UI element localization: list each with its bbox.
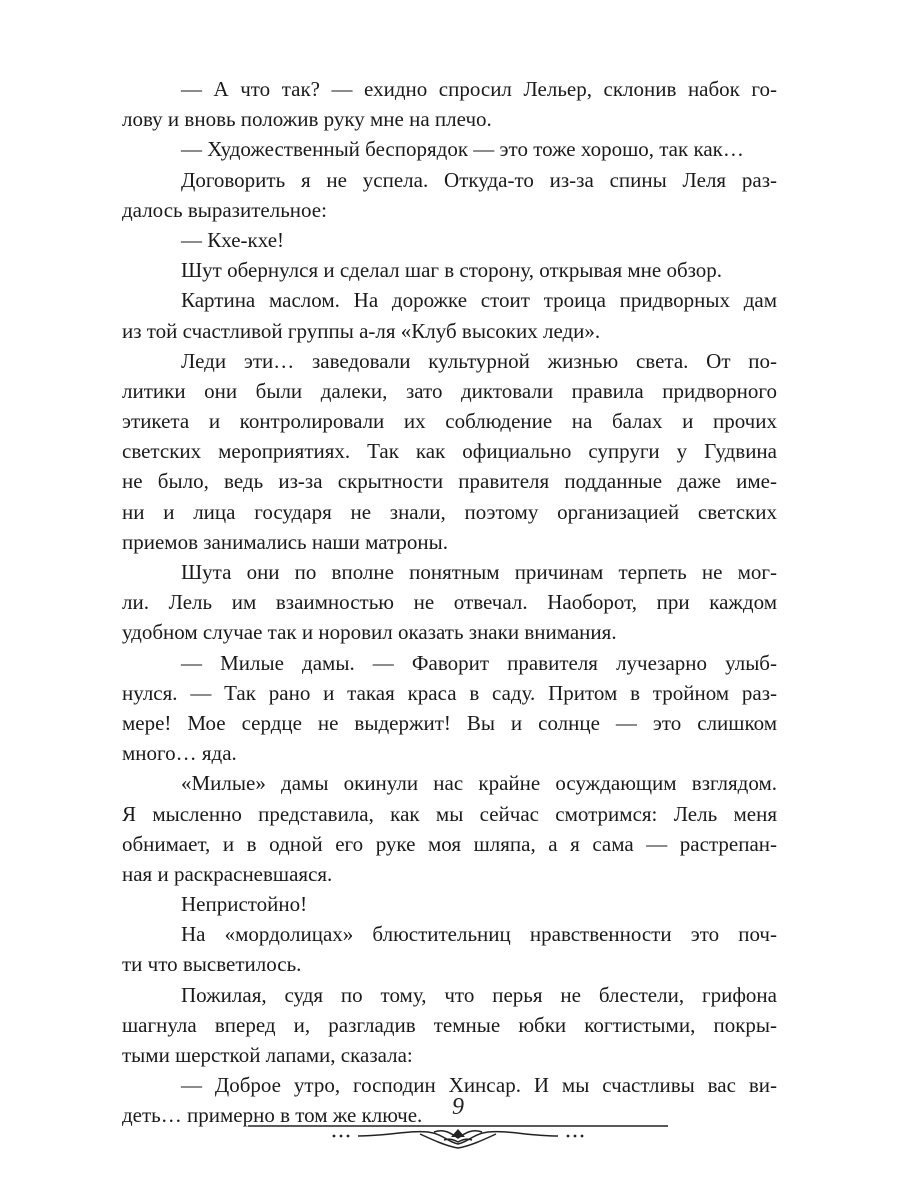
paragraph [122,74,777,134]
text-line: ная и раскрасневшаяся. [122,861,333,886]
text-line: Шут обернулся и сделал шаг в сторону, открывая мне обзор. [181,258,723,283]
text-line: обнимает, и в одной его руке моя шляпа, а я сама — растрепан- [122,831,777,856]
text-line: ни и лица государя не знали, поэтому организацией светских [122,499,777,524]
text-line: Шута они по вполне понятным причинам терпеть не мог- [181,560,777,584]
paragraph [122,285,777,345]
text-line: мере! Мое сердце не выдержит! Вы и солнце — это слишком [122,710,777,735]
text-line: много… яда. [122,741,237,766]
text-line: приемов занимались наши матроны. [122,529,449,554]
paragraph [122,557,777,648]
text-line: литики они были далеки, зато диктовали правила придворного [122,378,777,403]
text-line: Непристойно! [181,892,308,917]
text-line: Договорить я не успела. Откуда-то из-за спины Леля раз- [181,167,777,192]
text-line: шагнула вперед и, разгладив темные юбки когтистыми, покры- [122,1012,777,1037]
page-number: 9 [452,1094,464,1120]
text-line: — А что так? — ехидно спросил Лельер, склонив набок го- [181,77,777,101]
text-line: деть… примерно в том же ключе. [122,1103,423,1128]
text-line: «Милые» дамы окинули нас крайне осуждающим взглядом. [181,771,777,796]
page-footer [248,1094,668,1164]
text-line: Я мысленно представила, как мы сейчас смотримся: Лель меня [122,801,777,826]
text-line: Картина маслом. На дорожке стоит троица придворных дам [181,288,777,313]
text-line: Леди эти… заведовали культурной жизнью света. От по- [181,348,777,373]
text-line: Пожилая, судя по тому, что перья не блестели, грифона [181,982,777,1007]
text-line: из той счастливой группы а-ля «Клуб высоких леди». [122,318,601,343]
text-line: этикета и контролировали их соблюдение на балах и прочих [122,409,777,434]
page-body [122,74,777,1131]
paragraph [181,225,777,255]
paragraph [122,919,777,979]
text-line: — Доброе утро, господин Хинсар. И мы счастливы вас ви- [181,1073,777,1098]
paragraph [181,134,777,164]
text-line: На «мордолицах» блюстительниц нравственности это поч- [181,922,777,947]
text-line: удобном случае так и норовил оказать знаки внимания. [122,620,617,645]
paragraph [122,980,777,1071]
paragraph [181,255,777,285]
text-line: нулся. — Так рано и такая краса в саду. Притом в тройном раз- [122,680,777,705]
text-line: тыми шерсткой лапами, сказала: [122,1043,413,1067]
paragraph [122,346,777,557]
text-line: светских мероприятиях. Так как официально супруги у Гудвина [122,439,777,464]
text-line: далось выразительное: [122,197,327,222]
footer-ornament [248,1094,668,1164]
text-line: — Художественный беспорядок — это тоже хорошо, так как… [181,137,744,162]
paragraph [122,165,777,225]
paragraph [122,768,777,889]
text-line: — Милые дамы. — Фаворит правителя лучезарно улыб- [181,650,777,675]
text-line: лову и вновь положив руку мне на плечо. [122,107,492,132]
text-line: — Кхе-кхе! [181,227,285,252]
paragraph [181,889,777,919]
text-line: ли. Лель им взаимностью не отвечал. Наоборот, при каждом [122,590,777,615]
paragraph [122,648,777,769]
text-line: не было, ведь из-за скрытности правителя подданные даже име- [122,469,777,494]
text-line: ти что высветилось. [122,952,302,977]
